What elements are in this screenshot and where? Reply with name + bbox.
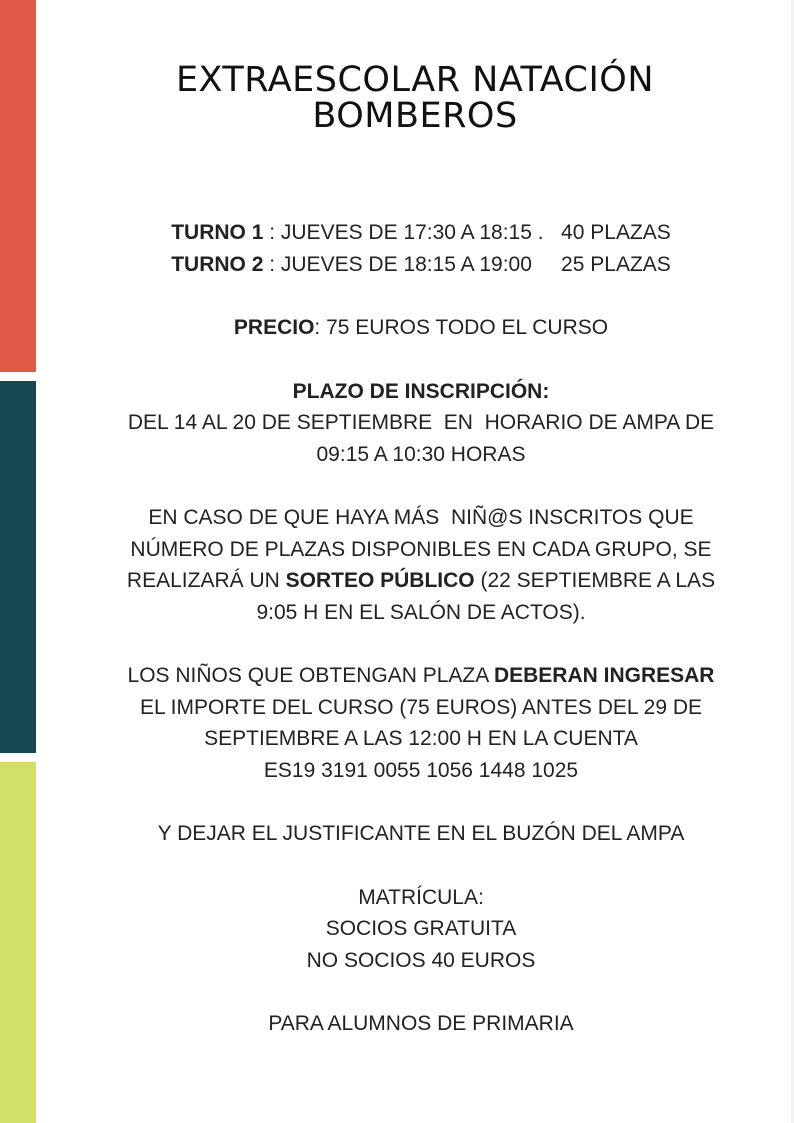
plazo-section	[76, 376, 766, 471]
destinatarios-text: PARA ALUMNOS DE PRIMARIA	[268, 1012, 574, 1035]
matricula-socios: SOCIOS GRATUITA	[325, 917, 517, 940]
sorteo-line-3-post: (22 SEPTIEMBRE A LAS	[474, 569, 716, 592]
title-line-1: EXTRAESCOLAR NATACIÓN	[175, 60, 655, 100]
sorteo-section	[76, 502, 766, 628]
page-title	[36, 62, 794, 134]
ingreso-line-2: EL IMPORTE DEL CURSO (75 EUROS) ANTES DEL 29 DE	[139, 695, 703, 719]
ingreso-line-1-pre: LOS NIÑOS QUE OBTENGAN PLAZA	[127, 664, 494, 687]
sorteo-bold: SORTEO PÚBLICO	[285, 569, 475, 592]
decorative-bar-red	[0, 0, 36, 372]
turno-2-label: TURNO 2	[171, 252, 264, 276]
plazo-label: PLAZO DE INSCRIPCIÓN:	[292, 379, 550, 403]
turno-1-label: TURNO 1	[171, 221, 264, 244]
ingreso-line-3: SEPTIEMBRE A LAS 12:00 H EN LA CUENTA	[204, 727, 638, 750]
turno-1-line	[171, 221, 671, 244]
sorteo-line-1: EN CASO DE QUE HAYA MÁS NIÑ@S INSCRITOS QUE	[148, 506, 694, 529]
plazo-line-2: 09:15 A 10:30 HORAS	[316, 442, 526, 466]
plazo-line-1: DEL 14 AL 20 DE SEPTIEMBRE EN HORARIO DE AMPA DE	[127, 411, 715, 434]
ingreso-section	[76, 660, 766, 786]
matricula-section	[76, 882, 766, 977]
sorteo-line-2: NÚMERO DE PLAZAS DISPONIBLES EN CADA GRUPO, SE	[130, 537, 712, 561]
precio-label: PRECIO	[233, 316, 315, 339]
document-body	[76, 217, 766, 1072]
account-number: ES19 3191 0055 1056 1448 1025	[263, 758, 579, 782]
decorative-bar-lime	[0, 762, 36, 1123]
turno-2-line	[171, 253, 671, 276]
matricula-label: MATRÍCULA:	[358, 885, 484, 909]
matricula-no-socios: NO SOCIOS 40 EUROS	[306, 948, 536, 972]
precio-section	[76, 312, 766, 344]
sorteo-line-3-pre: REALIZARÁ UN	[126, 569, 286, 592]
justificante-text: Y DEJAR EL JUSTIFICANTE EN EL BUZÓN DEL AMPA	[157, 822, 685, 845]
decorative-bar-teal	[0, 381, 36, 753]
justificante-section	[76, 818, 766, 850]
ingreso-bold: DEBERAN INGRESAR	[493, 664, 715, 687]
sorteo-line-4: 9:05 H EN EL SALÓN DE ACTOS).	[256, 600, 586, 624]
turno-1-text: : JUEVES DE 17:30 A 18:15 . 40 PLAZAS	[263, 221, 671, 244]
title-line-2: BOMBEROS	[312, 96, 518, 136]
turno-2-text: : JUEVES DE 18:15 A 19:00 25 PLAZAS	[263, 252, 671, 276]
precio-text: : 75 EUROS TODO EL CURSO	[314, 316, 609, 339]
turnos-section	[76, 217, 766, 280]
destinatarios-section	[76, 1008, 766, 1040]
